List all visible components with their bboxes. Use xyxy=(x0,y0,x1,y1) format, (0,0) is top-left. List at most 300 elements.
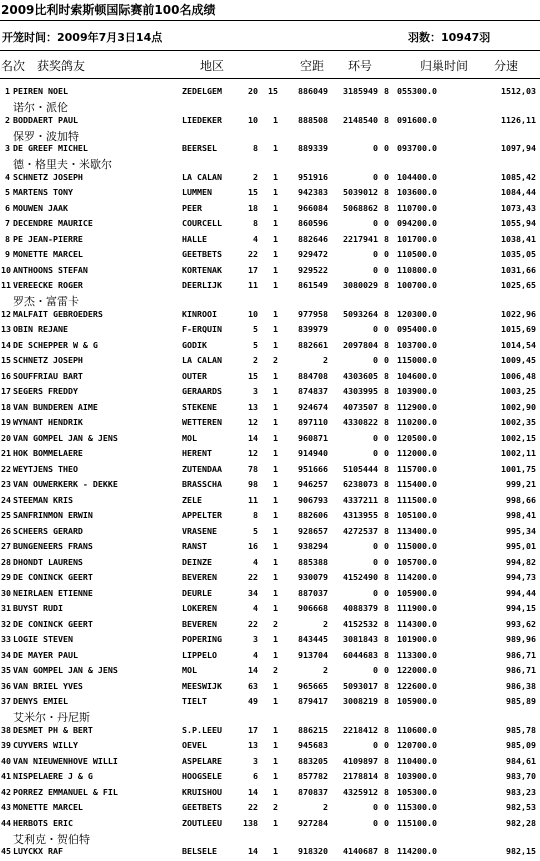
entries-cell: 63 xyxy=(248,680,258,691)
ring-cell: 4337211 xyxy=(343,494,378,505)
rank-cell: 4 xyxy=(5,171,10,182)
table-row xyxy=(0,279,540,308)
position-cell: 1 xyxy=(273,817,278,828)
entries-cell: 14 xyxy=(248,665,258,675)
distance-cell: 918320 xyxy=(298,846,328,856)
distance-cell: 928657 xyxy=(298,525,328,536)
rank-cell: 28 xyxy=(1,556,11,567)
chinese-name: 诺尔・派伦 xyxy=(13,101,68,114)
speed-cell: 1001,75 xyxy=(501,463,536,474)
distance-cell: 965665 xyxy=(298,680,328,691)
table-row xyxy=(0,447,540,463)
code-cell: 8 xyxy=(384,649,389,660)
position-cell: 2 xyxy=(273,802,278,812)
arrival-time-cell: 105900.0 xyxy=(397,587,437,598)
fancier-name: SCHEERS GERARD xyxy=(13,525,83,536)
entries-cell: 10 xyxy=(248,308,258,319)
table-row xyxy=(0,186,540,202)
region-cell: PEER xyxy=(182,202,202,213)
code-cell: 8 xyxy=(384,618,389,629)
entries-cell: 13 xyxy=(248,401,258,412)
ring-cell: 4325912 xyxy=(343,786,378,797)
region-cell: ZOUTLEEU xyxy=(182,817,222,828)
region-cell: WETTEREN xyxy=(182,417,222,427)
fancier-name: SANFRINMON ERWIN xyxy=(13,510,93,520)
chinese-name: 德・格里夫・米歇尔 xyxy=(13,158,112,171)
arrival-time-cell: 110600.0 xyxy=(397,724,437,735)
code-cell: 8 xyxy=(384,114,389,125)
speed-cell: 1025,65 xyxy=(501,280,536,290)
distance-cell: 885388 xyxy=(298,556,328,567)
code-cell: 0 xyxy=(384,171,389,182)
position-cell: 1 xyxy=(273,724,278,735)
entries-cell: 11 xyxy=(248,280,258,290)
distance-cell: 2 xyxy=(323,618,328,629)
position-cell: 1 xyxy=(273,771,278,781)
distance-cell: 966084 xyxy=(298,202,328,213)
fancier-name: WYNANT HENDRIK xyxy=(13,417,83,427)
ring-cell: 0 xyxy=(373,218,378,228)
entries-cell: 2 xyxy=(253,355,258,365)
position-cell: 1 xyxy=(273,280,278,290)
arrival-time-cell: 114300.0 xyxy=(397,618,437,629)
fancier-name: LUYCKX RAF xyxy=(13,846,63,856)
rank-cell: 40 xyxy=(1,755,11,766)
position-cell: 1 xyxy=(273,603,278,613)
speed-cell: 983,70 xyxy=(506,771,536,781)
code-cell: 8 xyxy=(384,202,389,213)
speed-cell: 1002,90 xyxy=(501,401,536,412)
code-cell: 8 xyxy=(384,846,389,856)
fancier-name: SEGERS FREDDY xyxy=(13,386,78,396)
fancier-name: VAN BUNDEREN AIME xyxy=(13,401,98,412)
arrival-time-cell: 114200.0 xyxy=(397,572,437,582)
code-cell: 0 xyxy=(384,587,389,598)
header-winner: 获奖鸽友 xyxy=(37,59,86,73)
ring-cell: 6238073 xyxy=(343,479,378,489)
speed-cell: 986,71 xyxy=(506,649,536,660)
region-cell: S.P.LEEU xyxy=(182,724,222,735)
entries-cell: 17 xyxy=(248,724,258,735)
arrival-time-cell: 104600.0 xyxy=(397,370,437,381)
position-cell: 1 xyxy=(273,634,278,644)
ring-cell: 0 xyxy=(373,665,378,675)
code-cell: 8 xyxy=(384,417,389,427)
speed-cell: 1512,03 xyxy=(501,86,536,96)
entries-cell: 3 xyxy=(253,386,258,396)
rank-cell: 22 xyxy=(1,463,11,474)
position-cell: 1 xyxy=(273,556,278,567)
rank-cell: 15 xyxy=(1,355,11,365)
arrival-time-cell: 101700.0 xyxy=(397,233,437,244)
rank-cell: 2 xyxy=(5,114,10,125)
region-cell: LA CALAN xyxy=(182,355,222,365)
ring-cell: 5093264 xyxy=(343,308,378,319)
distance-cell: 906793 xyxy=(298,494,328,505)
arrival-time-cell: 095400.0 xyxy=(397,324,437,334)
arrival-time-cell: 114200.0 xyxy=(397,846,437,856)
arrival-time-cell: 055300.0 xyxy=(397,86,437,96)
table-row xyxy=(0,202,540,218)
fancier-name: VAN OUWERKERK - DEKKE xyxy=(13,479,118,489)
region-cell: LUMMEN xyxy=(182,187,212,197)
speed-cell: 989,96 xyxy=(506,634,536,644)
rank-cell: 38 xyxy=(1,724,11,735)
entries-cell: 5 xyxy=(253,324,258,334)
arrival-time-cell: 093700.0 xyxy=(397,143,437,153)
entries-cell: 22 xyxy=(248,572,258,582)
region-cell: BEVEREN xyxy=(182,618,217,629)
ring-cell: 4140687 xyxy=(343,846,378,856)
ring-cell: 4313955 xyxy=(343,510,378,520)
divider xyxy=(0,78,540,79)
speed-cell: 1015,69 xyxy=(501,324,536,334)
speed-cell: 1035,05 xyxy=(501,249,536,259)
position-cell: 1 xyxy=(273,202,278,213)
code-cell: 0 xyxy=(384,541,389,551)
distance-cell: 882606 xyxy=(298,510,328,520)
region-cell: ZUTENDAA xyxy=(182,463,222,474)
ring-cell: 5105444 xyxy=(343,463,378,474)
entries-cell: 11 xyxy=(248,494,258,505)
position-cell: 1 xyxy=(273,494,278,505)
entries-cell: 78 xyxy=(248,463,258,474)
ring-cell: 0 xyxy=(373,817,378,828)
position-cell: 2 xyxy=(273,355,278,365)
entries-cell: 14 xyxy=(248,786,258,797)
position-cell: 1 xyxy=(273,417,278,427)
rank-cell: 33 xyxy=(1,634,11,644)
entries-cell: 8 xyxy=(253,143,258,153)
distance-cell: 929472 xyxy=(298,249,328,259)
speed-cell: 1022,96 xyxy=(501,308,536,319)
rank-cell: 7 xyxy=(5,218,10,228)
header-ring: 环号 xyxy=(348,59,373,73)
code-cell: 8 xyxy=(384,786,389,797)
arrival-time-cell: 103700.0 xyxy=(397,339,437,350)
table-row xyxy=(0,739,540,755)
entries-cell: 22 xyxy=(248,618,258,629)
rank-cell: 41 xyxy=(1,771,11,781)
table-row xyxy=(0,463,540,479)
header-distance: 空距 xyxy=(300,59,325,73)
distance-cell: 913704 xyxy=(298,649,328,660)
rank-cell: 39 xyxy=(1,740,11,750)
position-cell: 1 xyxy=(273,324,278,334)
distance-cell: 914940 xyxy=(298,448,328,458)
speed-cell: 985,78 xyxy=(506,724,536,735)
rank-cell: 37 xyxy=(1,696,11,706)
fancier-name: HERBOTS ERIC xyxy=(13,817,73,828)
chinese-name: 罗杰・富雷卡 xyxy=(13,295,79,308)
position-cell: 1 xyxy=(273,171,278,182)
rank-cell: 13 xyxy=(1,324,11,334)
distance-cell: 906668 xyxy=(298,603,328,613)
rank-cell: 26 xyxy=(1,525,11,536)
rank-cell: 9 xyxy=(5,249,10,259)
region-cell: LIPPELO xyxy=(182,649,217,660)
code-cell: 0 xyxy=(384,665,389,675)
region-cell: MEESWIJK xyxy=(182,680,222,691)
region-cell: HOOGSELE xyxy=(182,771,222,781)
table-row xyxy=(0,786,540,802)
distance-cell: 942383 xyxy=(298,187,328,197)
region-cell: LIEDEKER xyxy=(182,114,222,125)
arrival-time-cell: 113400.0 xyxy=(397,525,437,536)
distance-cell: 884708 xyxy=(298,370,328,381)
table-row xyxy=(0,602,540,618)
region-cell: HERENT xyxy=(182,448,212,458)
entries-cell: 15 xyxy=(248,187,258,197)
ring-cell: 4303995 xyxy=(343,386,378,396)
speed-cell: 984,61 xyxy=(506,755,536,766)
fancier-name: DE CONINCK GEERT xyxy=(13,572,93,582)
code-cell: 0 xyxy=(384,324,389,334)
rank-cell: 24 xyxy=(1,494,11,505)
table-row xyxy=(0,323,540,339)
table-row xyxy=(0,308,540,324)
arrival-time-cell: 120700.0 xyxy=(397,740,437,750)
speed-cell: 994,82 xyxy=(506,556,536,567)
header-speed: 分速 xyxy=(494,59,519,73)
table-row xyxy=(0,416,540,432)
code-cell: 8 xyxy=(384,479,389,489)
table-row xyxy=(0,478,540,494)
fancier-name: PE JEAN-PIERRE xyxy=(13,233,83,244)
code-cell: 0 xyxy=(384,355,389,365)
rank-cell: 25 xyxy=(1,510,11,520)
rank-cell: 36 xyxy=(1,680,11,691)
arrival-time-cell: 111900.0 xyxy=(397,603,437,613)
header-region: 地区 xyxy=(200,59,225,73)
page-title: 2009比利时索斯顿国际赛前100名成绩 xyxy=(1,3,216,17)
rank-cell: 3 xyxy=(5,143,10,153)
ring-cell: 0 xyxy=(373,541,378,551)
speed-cell: 982,53 xyxy=(506,802,536,812)
position-cell: 1 xyxy=(273,740,278,750)
distance-cell: 874837 xyxy=(298,386,328,396)
arrival-time-cell: 115000.0 xyxy=(397,541,437,551)
rank-cell: 30 xyxy=(1,587,11,598)
table-row xyxy=(0,385,540,401)
code-cell: 8 xyxy=(384,386,389,396)
header-rank: 名次 xyxy=(1,59,26,73)
table-row xyxy=(0,556,540,572)
rank-cell: 11 xyxy=(1,280,11,290)
position-cell: 1 xyxy=(273,386,278,396)
distance-cell: 938294 xyxy=(298,541,328,551)
table-row xyxy=(0,770,540,786)
distance-cell: 879417 xyxy=(298,696,328,706)
position-cell: 1 xyxy=(273,696,278,706)
position-cell: 2 xyxy=(273,618,278,629)
speed-cell: 993,62 xyxy=(506,618,536,629)
speed-cell: 1085,42 xyxy=(501,171,536,182)
region-cell: MOL xyxy=(182,432,197,443)
divider xyxy=(0,20,540,21)
speed-cell: 1003,25 xyxy=(501,386,536,396)
distance-cell: 886215 xyxy=(298,724,328,735)
fancier-name: MONETTE MARCEL xyxy=(13,249,83,259)
arrival-time-cell: 115700.0 xyxy=(397,463,437,474)
fancier-name: VAN GOMPEL JAN & JENS xyxy=(13,665,118,675)
distance-cell: 857782 xyxy=(298,771,328,781)
position-cell: 1 xyxy=(273,264,278,275)
ring-cell: 0 xyxy=(373,143,378,153)
entries-cell: 22 xyxy=(248,249,258,259)
region-cell: GODIK xyxy=(182,339,207,350)
region-cell: KORTENAK xyxy=(182,264,222,275)
region-cell: DEERLIJK xyxy=(182,280,222,290)
rank-cell: 10 xyxy=(1,264,11,275)
position-cell: 1 xyxy=(273,786,278,797)
distance-cell: 839979 xyxy=(298,324,328,334)
entries-cell: 49 xyxy=(248,696,258,706)
position-cell: 1 xyxy=(273,463,278,474)
code-cell: 0 xyxy=(384,556,389,567)
ring-cell: 4088379 xyxy=(343,603,378,613)
distance-cell: 860596 xyxy=(298,218,328,228)
rank-cell: 29 xyxy=(1,572,11,582)
speed-cell: 994,15 xyxy=(506,603,536,613)
table-row xyxy=(0,817,540,846)
ring-cell: 2178814 xyxy=(343,771,378,781)
region-cell: STEKENE xyxy=(182,401,217,412)
region-cell: POPERING xyxy=(182,634,222,644)
entries-cell: 18 xyxy=(248,202,258,213)
region-cell: GEETBETS xyxy=(182,249,222,259)
table-row xyxy=(0,354,540,370)
region-cell: COURCELL xyxy=(182,218,222,228)
position-cell: 1 xyxy=(273,448,278,458)
ring-cell: 4303605 xyxy=(343,370,378,381)
fancier-name: HOK BOMMELAERE xyxy=(13,448,83,458)
bird-count: 羽数：10947羽 xyxy=(408,31,491,44)
fancier-name: DECENDRE MAURICE xyxy=(13,218,93,228)
speed-cell: 1009,45 xyxy=(501,355,536,365)
distance-cell: 924674 xyxy=(298,401,328,412)
ring-cell: 0 xyxy=(373,355,378,365)
distance-cell: 2 xyxy=(323,802,328,812)
arrival-time-cell: 115100.0 xyxy=(397,817,437,828)
position-cell: 1 xyxy=(273,218,278,228)
position-cell: 1 xyxy=(273,479,278,489)
speed-cell: 995,01 xyxy=(506,541,536,551)
region-cell: RANST xyxy=(182,541,207,551)
arrival-time-cell: 120300.0 xyxy=(397,308,437,319)
arrival-time-cell: 115300.0 xyxy=(397,802,437,812)
entries-cell: 12 xyxy=(248,417,258,427)
code-cell: 8 xyxy=(384,280,389,290)
arrival-time-cell: 100700.0 xyxy=(397,280,437,290)
code-cell: 8 xyxy=(384,603,389,613)
speed-cell: 986,38 xyxy=(506,680,536,691)
speed-cell: 986,71 xyxy=(506,665,536,675)
table-row xyxy=(0,845,540,861)
position-cell: 1 xyxy=(273,572,278,582)
ring-cell: 0 xyxy=(373,802,378,812)
table-row xyxy=(0,142,540,171)
table-row xyxy=(0,370,540,386)
rank-cell: 23 xyxy=(1,479,11,489)
table-row xyxy=(0,509,540,525)
table-row xyxy=(0,587,540,603)
code-cell: 0 xyxy=(384,740,389,750)
table-row xyxy=(0,233,540,249)
ring-cell: 2148540 xyxy=(343,114,378,125)
code-cell: 0 xyxy=(384,817,389,828)
position-cell: 1 xyxy=(273,432,278,443)
speed-cell: 994,73 xyxy=(506,572,536,582)
speed-cell: 998,66 xyxy=(506,494,536,505)
fancier-name: VAN GOMPEL JAN & JENS xyxy=(13,432,118,443)
entries-cell: 16 xyxy=(248,541,258,551)
entries-cell: 5 xyxy=(253,525,258,536)
table-row xyxy=(0,85,540,114)
ring-cell: 4152490 xyxy=(343,572,378,582)
position-cell: 1 xyxy=(273,680,278,691)
position-cell: 1 xyxy=(273,525,278,536)
code-cell: 8 xyxy=(384,233,389,244)
position-cell: 1 xyxy=(273,249,278,259)
entries-cell: 14 xyxy=(248,846,258,856)
ring-cell: 6044683 xyxy=(343,649,378,660)
entries-cell: 8 xyxy=(253,218,258,228)
fancier-name: DE GREEF MICHEL xyxy=(13,143,88,153)
ring-cell: 0 xyxy=(373,249,378,259)
ring-cell: 5093017 xyxy=(343,680,378,691)
position-cell: 1 xyxy=(273,308,278,319)
code-cell: 8 xyxy=(384,696,389,706)
code-cell: 8 xyxy=(384,680,389,691)
position-cell: 1 xyxy=(273,114,278,125)
distance-cell: 927284 xyxy=(298,817,328,828)
table-row xyxy=(0,680,540,696)
code-cell: 0 xyxy=(384,802,389,812)
rank-cell: 45 xyxy=(1,846,11,856)
fancier-name: DE SCHEPPER W & G xyxy=(13,339,98,350)
fancier-name: LOGIE STEVEN xyxy=(13,634,73,644)
rank-cell: 42 xyxy=(1,786,11,797)
ring-cell: 4272537 xyxy=(343,525,378,536)
ring-cell: 4109897 xyxy=(343,755,378,766)
entries-cell: 13 xyxy=(248,740,258,750)
speed-cell: 982,28 xyxy=(506,817,536,828)
distance-cell: 897110 xyxy=(298,417,328,427)
table-row xyxy=(0,695,540,724)
arrival-time-cell: 111500.0 xyxy=(397,494,437,505)
table-row xyxy=(0,401,540,417)
table-row xyxy=(0,618,540,634)
fancier-name: ANTHOONS STEFAN xyxy=(13,264,88,275)
arrival-time-cell: 094200.0 xyxy=(397,218,437,228)
fancier-name: MARTENS TONY xyxy=(13,187,73,197)
code-cell: 8 xyxy=(384,724,389,735)
region-cell: OEVEL xyxy=(182,740,207,750)
chinese-name: 艾利克・贺伯特 xyxy=(13,832,90,846)
ring-cell: 0 xyxy=(373,171,378,182)
arrival-time-cell: 105100.0 xyxy=(397,510,437,520)
speed-cell: 1014,54 xyxy=(501,339,536,350)
speed-cell: 1084,44 xyxy=(501,187,536,197)
fancier-name: NEIRLAEN ETIENNE xyxy=(13,587,93,598)
position-cell: 1 xyxy=(273,587,278,598)
fancier-name: VAN BRIEL YVES xyxy=(13,680,83,691)
speed-cell: 1055,94 xyxy=(501,218,536,228)
table-row xyxy=(0,571,540,587)
rank-cell: 19 xyxy=(1,417,11,427)
distance-cell: 843445 xyxy=(298,634,328,644)
